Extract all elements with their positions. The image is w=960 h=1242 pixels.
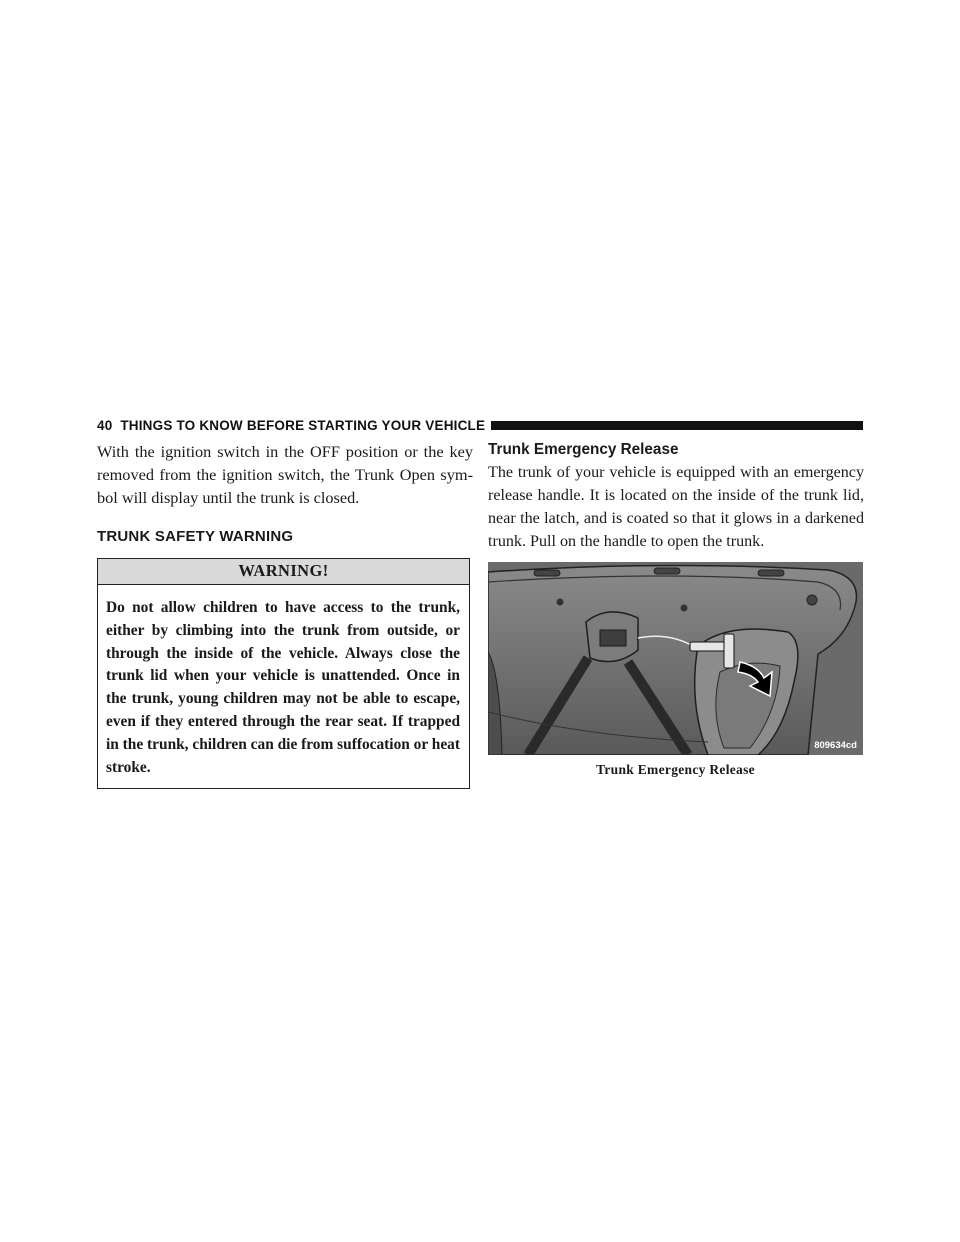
warning-title: WARNING! xyxy=(98,559,469,585)
trunk-lid-drawing xyxy=(488,562,863,755)
intro-paragraph: With the ignition switch in the OFF position or the key removed from the ignition switch, the Trunk Open sym- bol will display until the trunk is closed. xyxy=(97,442,473,507)
warning-text: Do not allow children to have access to the trunk, either by climbing into the trunk from outside, or through the inside of the vehicle. Always close the trunk lid when your vehicle is unattended. Once in the trunk, young children may not be able to escape, even if they entered through the rear seat. If trapped in the trunk, children can die from suffocation or heat stroke. xyxy=(106,599,460,776)
warning-box xyxy=(97,558,470,789)
emergency-release-paragraph: The trunk of your vehicle is equipped with an emergency release handle. It is located on the inside of the trunk lid, near the latch, and is coated so that it glows in a darkened trunk. Pull on the handle to open the trunk. xyxy=(488,464,864,550)
emergency-release-heading: Trunk Emergency Release xyxy=(488,441,679,458)
header-text xyxy=(97,418,485,433)
page-number: 40 xyxy=(97,417,113,433)
trunk-safety-heading: TRUNK SAFETY WARNING xyxy=(97,528,294,545)
trunk-release-illustration xyxy=(488,562,863,755)
page-header xyxy=(97,415,863,435)
figure-caption: Trunk Emergency Release xyxy=(596,762,755,777)
header-rule xyxy=(491,421,863,430)
section-title: THINGS TO KNOW BEFORE STARTING YOUR VEHICLE xyxy=(120,417,486,433)
figure-id-label: 809634cd xyxy=(814,740,857,751)
left-column xyxy=(97,440,473,789)
right-column xyxy=(488,441,864,553)
